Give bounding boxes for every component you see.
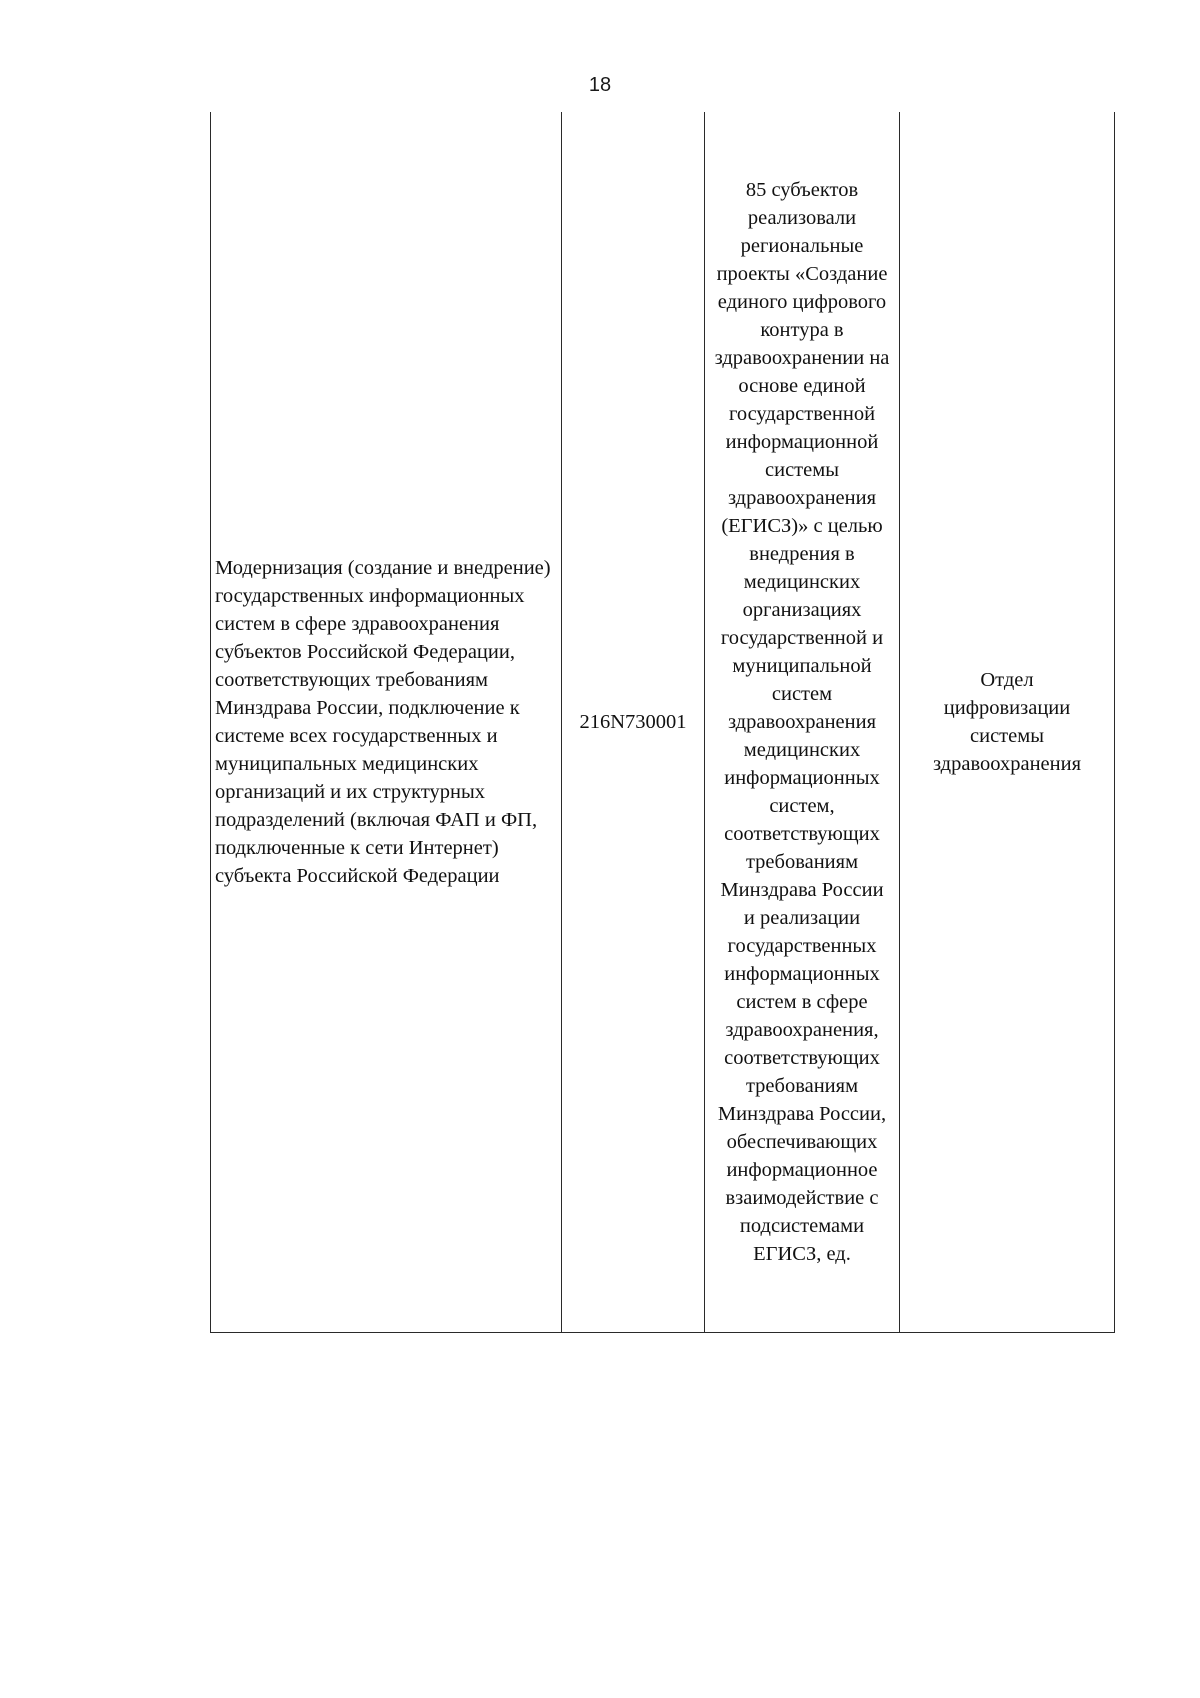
responsible-department: Отдел цифровизации системы здравоохранения [932,668,1082,775]
indicator-code-cell [562,112,705,1332]
responsible-cell [900,112,1115,1332]
indicator-name-cell [211,112,562,1332]
indicator-table [210,112,1115,1333]
table-row [211,112,1115,1332]
page-number: 18 [588,74,612,96]
indicator-code: 216N730001 [579,710,687,733]
indicator-value-cell [705,112,900,1332]
indicator-value: 85 субъектов реализовали региональные проекты «Создание единого цифрового контура в здравоохранении на основе единой государственной информационной системы здравоохранения (ЕГИСЗ)» с целью внедрения в медицинских организациях государственной и муниципальной систем здравоохранения медицинских информационных систем, соответствующих требованиям Минздрава России и реализации государственных информационных систем в сфере здравоохранения, соответствующих требованиям Минздрава России, обеспечивающих информационное взаимодействие с подсистемами ЕГИСЗ, ед. [714,178,890,1265]
indicator-name: Модернизация (создание и внедрение) государственных информационных систем в сфере здравоохранения субъектов Российской Федерации, соответствующих требованиям Минздрава России, подключение к системе всех государственных и муниципальных медицинских организаций и их структурных подразделений (включая ФАП и ФП, подключенные к сети Интернет) субъекта Российской Федерации [215,556,551,887]
